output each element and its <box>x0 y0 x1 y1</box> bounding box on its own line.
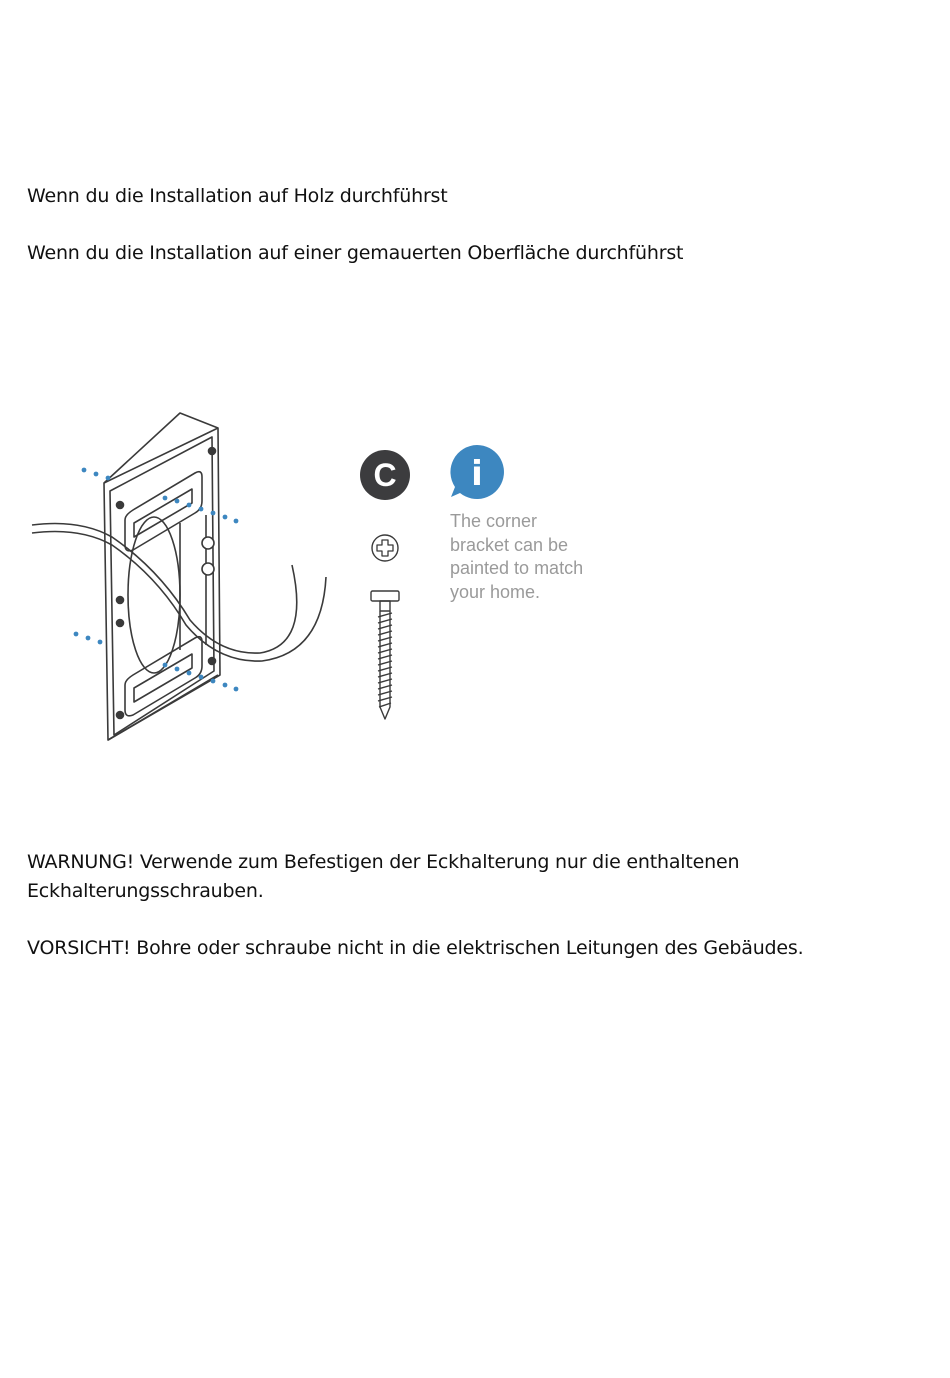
info-note: The corner bracket can be painted to match your home. <box>450 511 584 602</box>
warning-text: WARNUNG! Verwende zum Befestigen der Eckhalterung nur die enthaltenen Eckhalterungsschrauben. <box>27 851 740 902</box>
caution-text: VORSICHT! Bohre oder schraube nicht in die elektrischen Leitungen des Gebäudes. <box>27 937 804 959</box>
masonry-installation-text: Wenn du die Installation auf einer gemauerten Oberfläche durchführst <box>27 242 684 264</box>
corner-bracket-icon <box>30 405 340 750</box>
info-symbol: i <box>471 454 483 494</box>
screw-icon <box>369 589 401 721</box>
hardware-parts <box>360 445 420 745</box>
part-c-badge: C <box>360 450 410 500</box>
screw-head-icon <box>370 533 400 563</box>
info-bubble-icon <box>448 443 506 501</box>
corner-bracket-figure <box>30 405 630 750</box>
wood-installation-text: Wenn du die Installation auf Holz durchführst <box>27 185 448 207</box>
